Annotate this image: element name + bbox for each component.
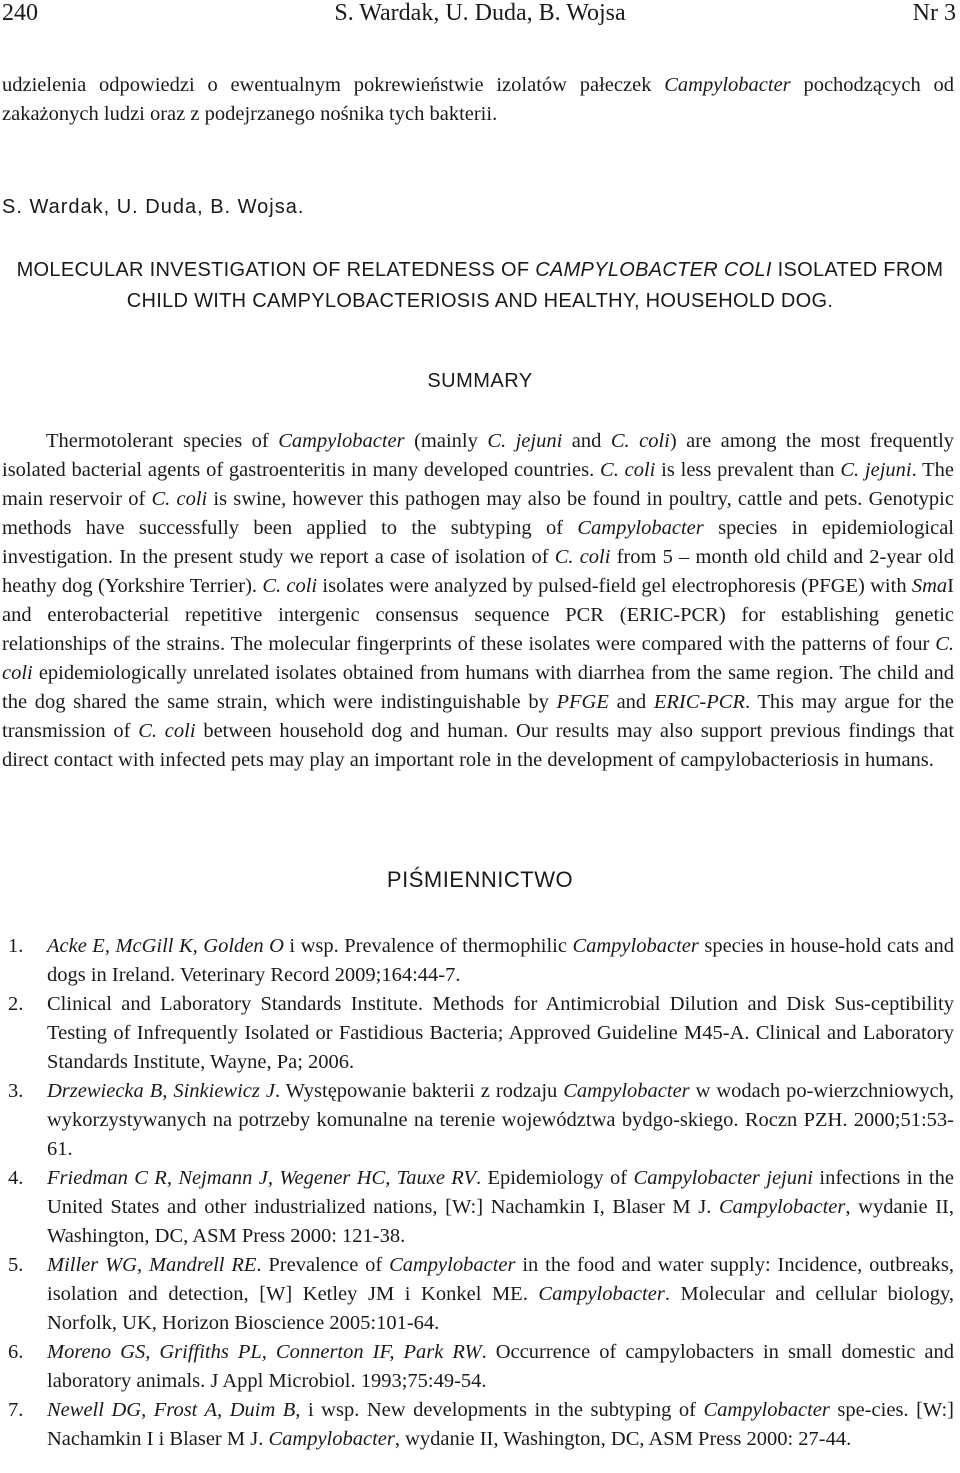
summary-text: Thermotolerant species of (46, 430, 279, 452)
running-head-authors: S. Wardak, U. Duda, B. Wojsa (334, 0, 626, 26)
intro-text-end: pochodzących od zakażonych ludzi oraz z podejrzanego nośnika tych bakterii. (2, 74, 955, 125)
summary-italic: PFGE (556, 691, 609, 713)
reference-number: 1. (8, 935, 24, 957)
reference-text: . Molecular and cellular biology, Norfolk, UK, Horizon Bioscience 2005:101-64. (47, 1283, 954, 1334)
reference-text: , wydanie II, Washington, DC, ASM Press 2000: 27-44. (394, 1428, 852, 1450)
title-part-end: ISOLATED FROM CHILD WITH CAMPYLOBACTERIOSIS AND HEALTHY, HOUSEHOLD DOG. (126, 259, 944, 312)
summary-italic: Campylobacter (577, 517, 704, 539)
reference-italic: Campylobacter (718, 1196, 846, 1218)
summary-italic: ERIC-PCR (653, 691, 745, 713)
reference-authors: Drzewiecka B, Sinkiewicz J (47, 1080, 275, 1102)
summary-italic: C. coli (262, 575, 318, 597)
reference-text: . Occurrence of campylobacters in small domestic and laboratory animals. J Appl Microbiol. 1993;75:49-54. (47, 1341, 955, 1392)
intro-genus: Campylobacter (664, 74, 791, 96)
reference-text: i wsp. New developments in the subtyping of (300, 1399, 704, 1421)
summary-text: isolates were analyzed by pulsed-field gel electrophoresis (PFGE) with (317, 575, 912, 597)
summary-heading: SUMMARY (427, 370, 533, 392)
summary-text: ) are among the most frequently isolated bacterial agents of gastroenteritis in many developed countries. (2, 430, 955, 481)
reference-italic: Campylobacter jejuni (633, 1167, 813, 1189)
reference-text: spe-cies. [W:] Nachamkin I i Blaser M J. (47, 1399, 955, 1450)
summary-text: is swine, however this pathogen may also be found in poultry, cattle and pets. Genotypic methods have successfully been applied to the subtyping of (2, 488, 954, 539)
summary-text: . The main reservoir of (2, 459, 955, 510)
reference-number: 2. (8, 993, 24, 1015)
reference-text: , wydanie II, Washington, DC, ASM Press 2000: 121-38. (47, 1196, 954, 1247)
reference-text: . Epidemiology of (475, 1167, 634, 1189)
reference-item (2, 1396, 954, 1454)
summary-italic: C. coli (2, 633, 954, 684)
issue-number: Nr 3 (912, 0, 956, 26)
intro-text: udzielenia odpowiedzi o ewentualnym pokrewieństwie izolatów pałeczek (2, 74, 665, 96)
summary-italic: C. jejuni (840, 459, 912, 481)
reference-italic: Campylobacter (703, 1399, 830, 1421)
summary-paragraph (2, 427, 954, 775)
reference-number: 3. (8, 1080, 24, 1102)
summary-text: and (608, 691, 654, 713)
reference-text: Clinical and Laboratory Standards Institute. Methods for Antimicrobial Dilution and Disk Sus-ceptibility Testing of Infrequently Isolated or Fastidious Bacteria; Approved Guideline M45-A. Clinical and Laboratory Standards Institute, Wayne, Pa; 2006. (47, 993, 954, 1073)
reference-text: i wsp. Prevalence of thermophilic (283, 935, 573, 957)
references-list (2, 932, 954, 1454)
reference-authors: Miller WG, Mandrell RE (47, 1254, 257, 1276)
summary-italic: C. coli (138, 720, 196, 742)
title-species: CAMPYLOBACTER COLI (535, 259, 772, 281)
summary-italic: Campylobacter (278, 430, 405, 452)
intro-paragraph (2, 71, 954, 129)
summary-italic: C. coli (554, 546, 611, 568)
reference-authors: Newell DG, Frost A, Duim B, (47, 1399, 301, 1421)
reference-number: 4. (8, 1167, 24, 1189)
summary-italic: C. coli (151, 488, 208, 510)
reference-item (2, 1338, 954, 1396)
title-part: MOLECULAR INVESTIGATION OF RELATEDNESS OF (16, 259, 536, 281)
summary-text: (mainly (404, 430, 488, 452)
reference-item (2, 1164, 954, 1251)
reference-text: w wodach po-wierzchniowych, wykorzystywanych na potrzeby komunalne na terenie województwa bydgo-skiego. Roczn PZH. 2000;51:53-61. (47, 1080, 955, 1160)
references-heading: PIŚMIENNICTWO (386, 867, 574, 892)
summary-text: is less prevalent than (655, 459, 841, 481)
reference-italic: Campylobacter (389, 1254, 516, 1276)
english-title (0, 255, 960, 317)
reference-item (2, 1077, 954, 1164)
reference-item (2, 1251, 954, 1338)
reference-item (2, 932, 954, 990)
summary-text: and (562, 430, 611, 452)
reference-authors: Acke E, McGill K, Golden O (47, 935, 284, 957)
summary-text: from 5 – month old child and 2-year old heathy dog (Yorkshire Terrier). (2, 546, 954, 597)
reference-number: 7. (8, 1399, 24, 1421)
summary-text: . This may argue for the transmission of (2, 691, 954, 742)
page-header (0, 0, 960, 30)
summary-text: between household dog and human. Our results may also support previous findings that direct contact with infected pets may play an important role in the development of campylobacteriosis in humans. (2, 720, 955, 771)
summary-text: epidemiologically unrelated isolates obtained from humans with diarrhea from the same region. The child and the dog shared the same strain, which were indistinguishable by (2, 662, 954, 713)
reference-italic: Campylobacter (538, 1283, 665, 1305)
reference-text: . Występowanie bakterii z rodzaju (274, 1080, 564, 1102)
summary-text: I and enterobacterial repetitive intergenic consensus sequence PCR (ERIC-PCR) for establishing genetic relationships of the strains. The molecular fingerprints of these isolates were compared with the patterns of four (2, 575, 954, 655)
summary-text: species in epidemiological investigation. In the present study we report a case of isolation of (2, 517, 954, 568)
reference-text: species in house-hold cats and dogs in Ireland. Veterinary Record 2009;164:44-7. (47, 935, 955, 986)
summary-italic: C. coli (610, 430, 670, 452)
page-number: 240 (2, 0, 38, 26)
reference-authors: Friedman C R, Nejmann J, Wegener HC, Tauxe RV (47, 1167, 476, 1189)
summary-italic: C. coli (600, 459, 656, 481)
reference-text: in the food and water supply: Incidence, outbreaks, isolation and detection, [W] Ketley JM i Konkel ME. (47, 1254, 954, 1305)
reference-italic: Campylobacter (563, 1080, 690, 1102)
reference-italic: Campylobacter (268, 1428, 395, 1450)
reference-item (2, 990, 954, 1077)
reference-text: infections in the United States and other industrialized nations, [W:] Nachamkin I, Blaser M J. (47, 1167, 954, 1218)
reference-number: 5. (8, 1254, 24, 1276)
reference-authors: Moreno GS, Griffiths PL, Connerton IF, Park RW (47, 1341, 482, 1363)
reference-text: . Prevalence of (256, 1254, 390, 1276)
citation-authors: S. Wardak, U. Duda, B. Wojsa. (2, 196, 305, 218)
summary-italic: C. jejuni (487, 430, 563, 452)
reference-italic: Campylobacter (572, 935, 699, 957)
summary-italic: Sma (911, 575, 948, 597)
reference-number: 6. (8, 1341, 24, 1363)
